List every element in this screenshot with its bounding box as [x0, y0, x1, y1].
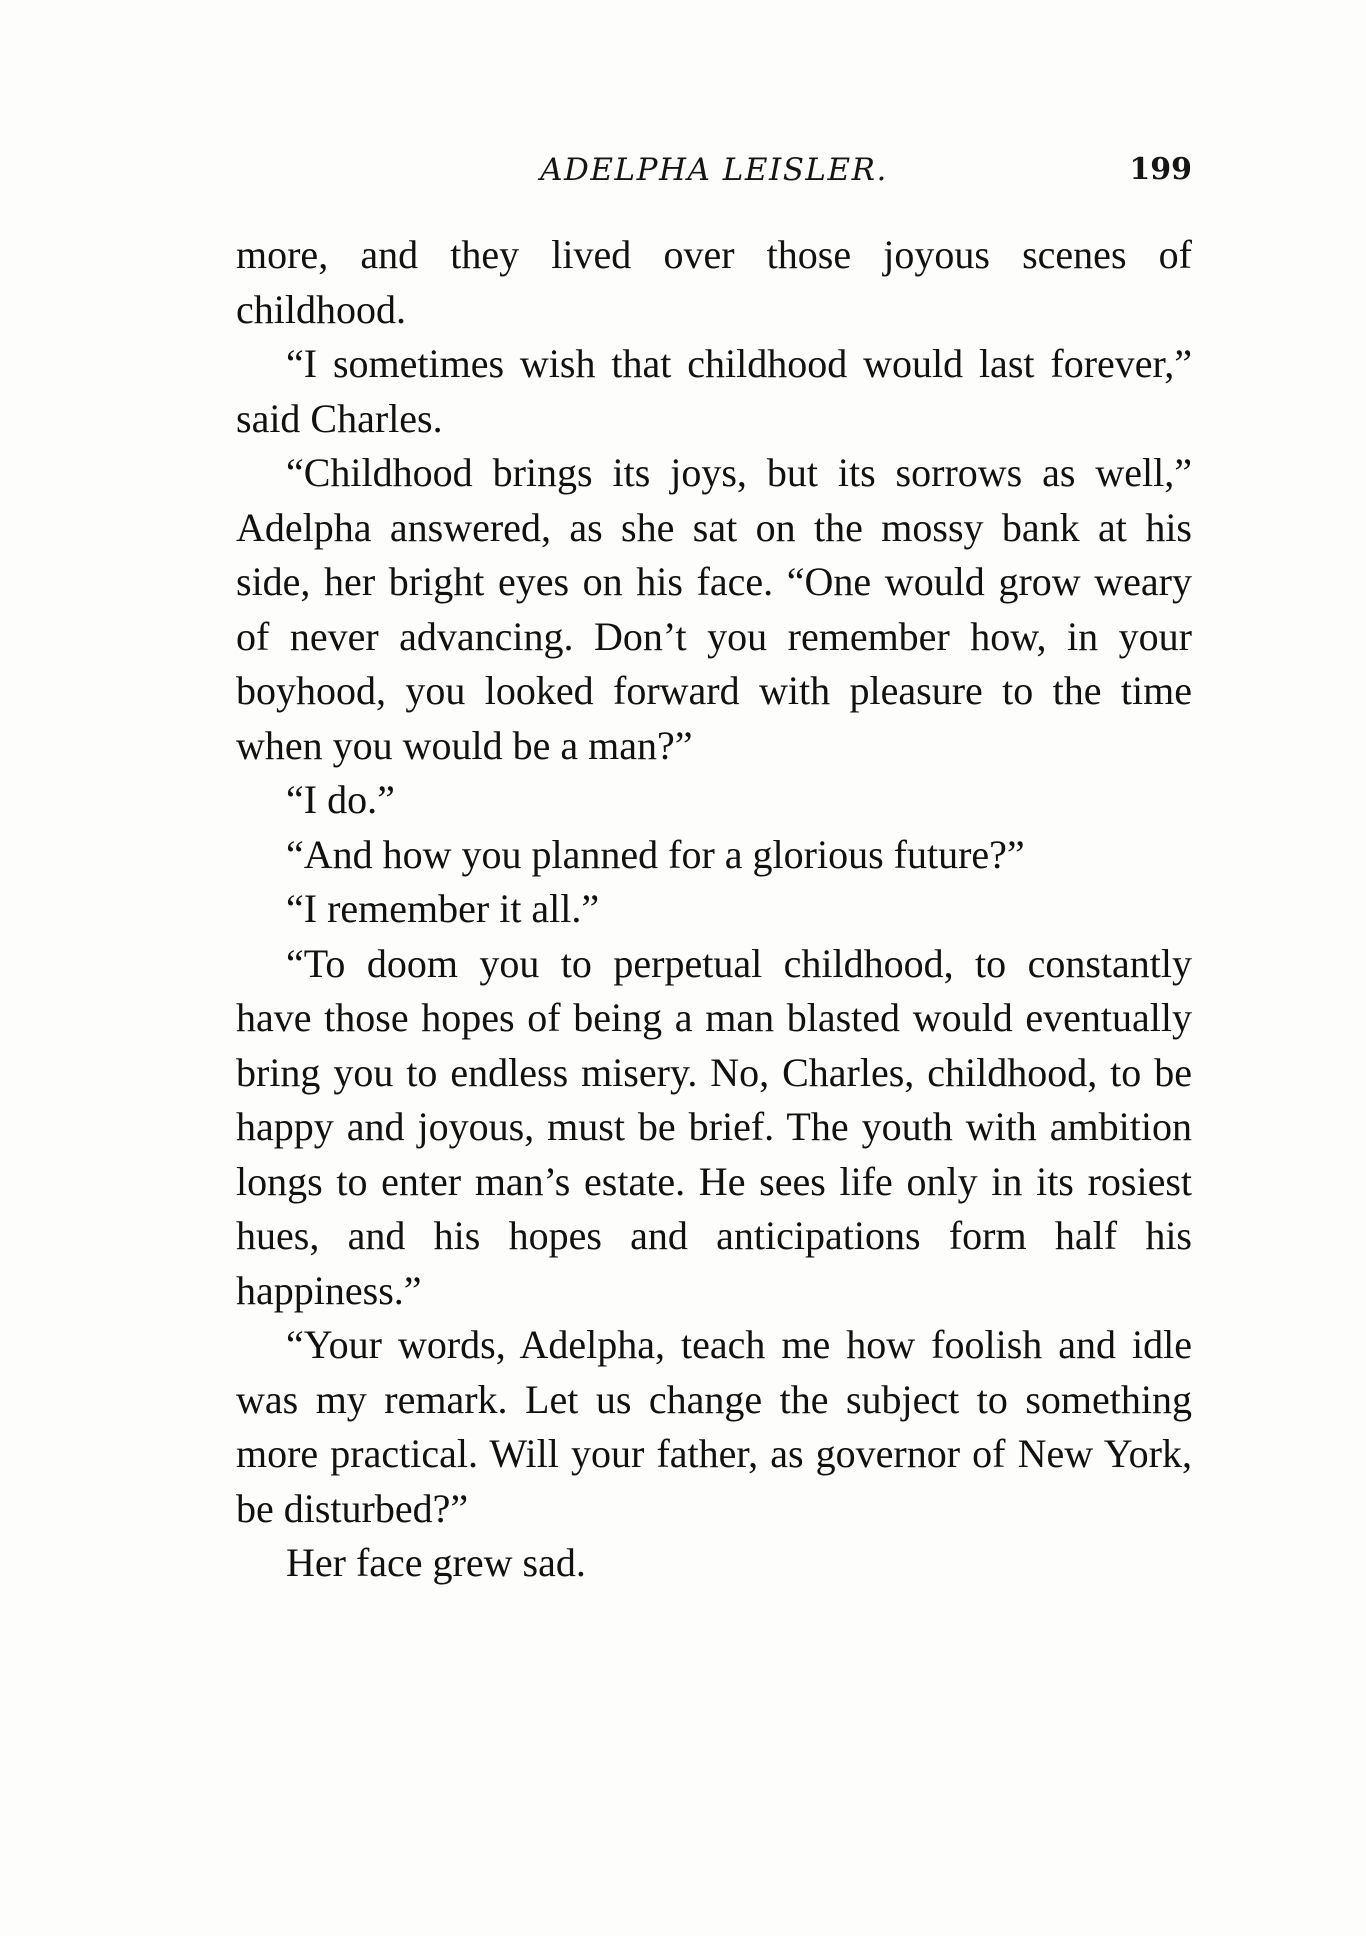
paragraph: “And how you planned for a glorious future?” [286, 831, 1025, 877]
paragraph: “I do.” [286, 777, 395, 822]
page-number: 199 [1129, 152, 1192, 187]
paragraph: “I remember it all.” [286, 886, 600, 931]
paragraph: “Your words, Adelpha, teach me how foolish and idle was my remark. Let us change the subject to something more practical. Will your father, as governor of New York, be disturbed?” [236, 1322, 1192, 1531]
paragraph: “To doom you to perpetual childhood, to constantly have those hopes of being a man blasted would eventually bring you to endless misery. No, Charles, childhood, to be happy and joyous, must be brief. The youth with ambition longs to enter man’s estate. He sees life only in its rosiest hues, and his hopes and anticipations form half his happiness.” [236, 940, 1192, 1313]
paragraph: Her face grew sad. [286, 1540, 586, 1585]
paragraph: more, and they lived over those joyous scenes of childhood. [236, 232, 1192, 332]
paragraph: “Childhood brings its joys, but its sorrows as well,” Adelpha answered, as she sat on the mossy bank at his side, her bright eyes on his face. “One would grow weary of never advancing. Don’t you remember how, in your boyhood, you looked forward with pleasure to the time when you would be a man?” [236, 450, 1192, 768]
body-text [236, 228, 1192, 1591]
running-title: ADELPHA LEISLER. [540, 152, 888, 188]
running-head [236, 148, 1192, 192]
paragraph: “I sometimes wish that childhood would last forever,” said Charles. [236, 341, 1192, 441]
